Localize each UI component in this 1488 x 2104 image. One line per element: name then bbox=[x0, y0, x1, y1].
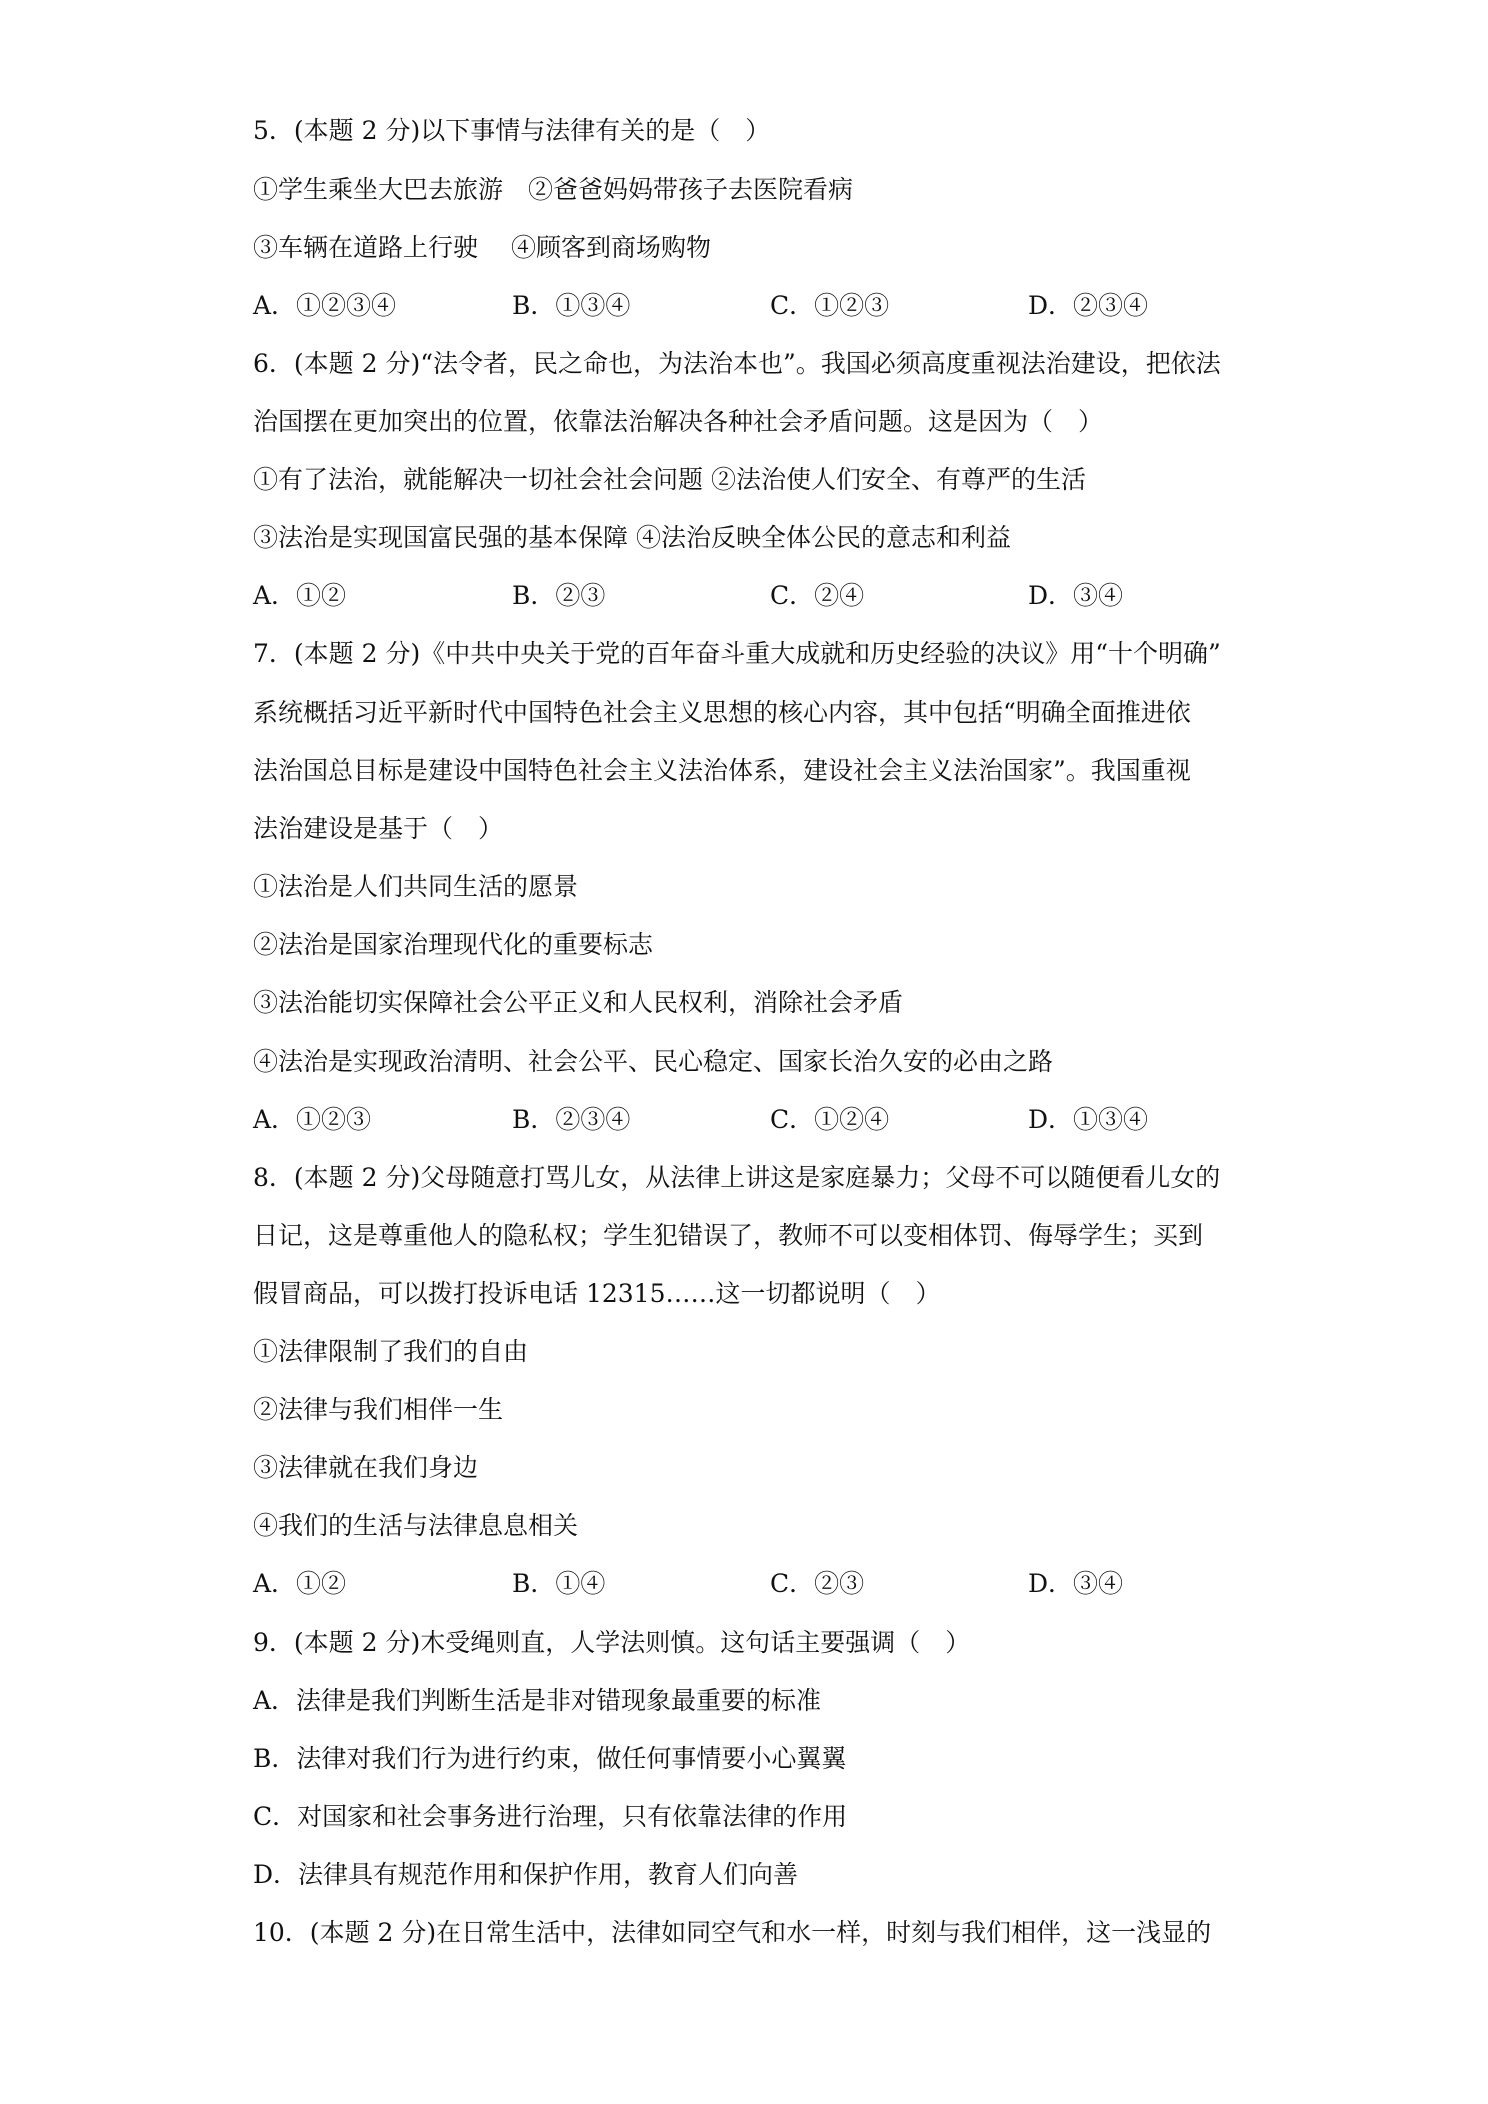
question-stem: 7．(本题 2 分)《中共中央关于党的百年奋斗重大成就和历史经验的决议》用“十个明确” bbox=[253, 639, 1221, 668]
question-text-line: 假冒商品，可以拨打投诉电话 12315……这一切都说明（ ） bbox=[253, 1279, 941, 1308]
question-text-line: ②法治是国家治理现代化的重要标志 bbox=[253, 930, 654, 959]
question-text-line: ④我们的生活与法律息息相关 bbox=[253, 1511, 579, 1540]
answer-option: B．①④ bbox=[512, 1569, 606, 1598]
answer-option: D．③④ bbox=[1028, 1569, 1124, 1598]
question-text-line: ③法治是实现国富民强的基本保障 ④法治反映全体公民的意志和利益 bbox=[253, 523, 1011, 552]
question-text-line: 日记，这是尊重他人的隐私权；学生犯错误了，教师不可以变相体罚、侮辱学生；买到 bbox=[253, 1221, 1204, 1250]
question-text-line: B．法律对我们行为进行约束，做任何事情要小心翼翼 bbox=[253, 1744, 847, 1773]
question-stem: 5．(本题 2 分)以下事情与法律有关的是（ ） bbox=[253, 116, 771, 145]
answer-option: B．②③ bbox=[512, 581, 606, 610]
question-text-line: ③法律就在我们身边 bbox=[253, 1453, 479, 1482]
question-text-line: ④法治是实现政治清明、社会公平、民心稳定、国家长治久安的必由之路 bbox=[253, 1047, 1054, 1076]
answer-option: C．①②④ bbox=[770, 1105, 890, 1134]
answer-option: D．①③④ bbox=[1028, 1105, 1149, 1134]
answer-option: A．①②③④ bbox=[253, 291, 397, 320]
question-text-line: ①有了法治，就能解决一切社会社会问题 ②法治使人们安全、有尊严的生活 bbox=[253, 465, 1086, 494]
question-text-line: ①学生乘坐大巴去旅游 ②爸爸妈妈带孩子去医院看病 bbox=[253, 175, 854, 204]
answer-option: A．①② bbox=[253, 581, 347, 610]
question-text-line: ①法律限制了我们的自由 bbox=[253, 1337, 529, 1366]
answer-option: D．③④ bbox=[1028, 581, 1124, 610]
question-text-line: ③车辆在道路上行驶 ④顾客到商场购物 bbox=[253, 233, 711, 262]
question-text-line: 系统概括习近平新时代中国特色社会主义思想的核心内容，其中包括“明确全面推进依 bbox=[253, 698, 1191, 727]
question-text-line: 治国摆在更加突出的位置，依靠法治解决各种社会矛盾问题。这是因为（ ） bbox=[253, 407, 1104, 436]
question-stem: 10．(本题 2 分)在日常生活中，法律如同空气和水一样，时刻与我们相伴，这一浅显的 bbox=[253, 1918, 1212, 1947]
question-stem: 8．(本题 2 分)父母随意打骂儿女，从法律上讲这是家庭暴力；父母不可以随便看儿女的 bbox=[253, 1163, 1221, 1192]
answer-option: A．①② bbox=[253, 1569, 347, 1598]
question-text-line: A．法律是我们判断生活是非对错现象最重要的标准 bbox=[253, 1686, 822, 1715]
answer-option: D．②③④ bbox=[1028, 291, 1149, 320]
answer-option: B．②③④ bbox=[512, 1105, 631, 1134]
question-text-line: 法治国总目标是建设中国特色社会主义法治体系，建设社会主义法治国家”。我国重视 bbox=[253, 756, 1191, 785]
question-text-line: D．法律具有规范作用和保护作用，教育人们向善 bbox=[253, 1860, 799, 1889]
question-text-line: C．对国家和社会事务进行治理，只有依靠法律的作用 bbox=[253, 1802, 848, 1831]
answer-option: A．①②③ bbox=[253, 1105, 372, 1134]
question-text-line: ①法治是人们共同生活的愿景 bbox=[253, 872, 579, 901]
answer-option: B．①③④ bbox=[512, 291, 631, 320]
question-stem: 9．(本题 2 分)木受绳则直，人学法则慎。这句话主要强调（ ） bbox=[253, 1628, 971, 1657]
answer-option: C．②④ bbox=[770, 581, 865, 610]
answer-option: C．②③ bbox=[770, 1569, 865, 1598]
answer-option: C．①②③ bbox=[770, 291, 890, 320]
question-text-line: 法治建设是基于（ ） bbox=[253, 814, 504, 843]
question-text-line: ②法律与我们相伴一生 bbox=[253, 1395, 504, 1424]
question-text-line: ③法治能切实保障社会公平正义和人民权利，消除社会矛盾 bbox=[253, 988, 904, 1017]
question-stem: 6．(本题 2 分)“法令者，民之命也，为法治本也”。我国必须高度重视法治建设，把依法 bbox=[253, 349, 1221, 378]
